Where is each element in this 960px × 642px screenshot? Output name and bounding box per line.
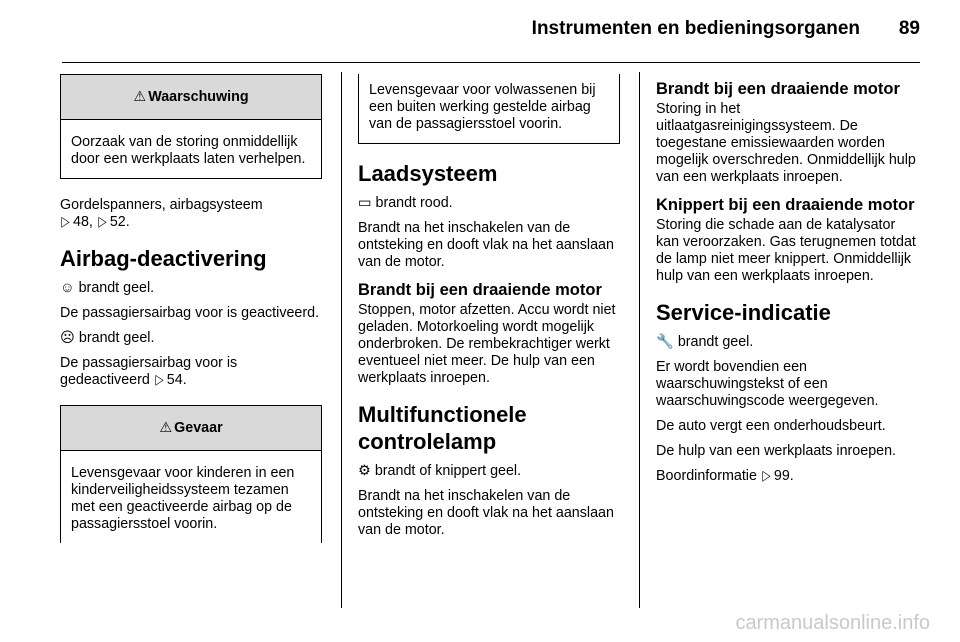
warning-box-title: Waarschuwing <box>148 89 249 105</box>
column-divider-1 <box>341 72 342 608</box>
airbag-off-text: brandt geel. <box>78 330 155 346</box>
column-divider-2 <box>639 72 640 608</box>
engine-icon: ⚙ <box>358 463 371 479</box>
page-number: 89 <box>898 18 920 39</box>
airbag-on-icon: ☺ <box>60 280 75 296</box>
warning-box-header <box>61 75 321 120</box>
danger-box-text: Levensgevaar voor kinderen in een kinderveiligheidssysteem tezamen met een geactiveerde airbag op de passagiersstoel voorin. <box>71 465 295 532</box>
service-description-3: De hulp van een werkplaats inroepen. <box>656 443 897 459</box>
warning-box-text: Oorzaak van de storing onmiddellijk door een werkplaats laten verhelpen. <box>71 134 306 167</box>
column-3 <box>656 74 918 493</box>
ref-page-2: 52. <box>109 214 130 230</box>
running-engine-description: Stoppen, motor afzetten. Accu wordt niet geladen. Motorkoeling wordt mogelijk onderbroken. De rembekrachtiger werkt eventueel niet meer. De hulp van een werkplaats inroepen. <box>358 302 616 386</box>
subheading-running-engine-2: Brandt bij een draaiende motor <box>656 80 900 98</box>
subheading-running-engine: Brandt bij een draaiende motor <box>358 281 602 299</box>
engine-lamp-text: brandt of knippert geel. <box>374 463 522 479</box>
battery-icon: ▭ <box>358 195 372 211</box>
section-heading-mil: Multifunctionele controlelamp <box>358 402 527 454</box>
airbag-off-ref-page: 54. <box>166 372 187 388</box>
exhaust-fault-description: Storing in het uitlaatgasreinigingssysteem. De toegestane emissiewaarden worden mogelijk overschreden. Onmiddellijk hulp van een werkplaats inroepen. <box>656 101 916 185</box>
service-description-1: Er wordt bovendien een waarschuwingstekst of een waarschuwingscode weergegeven. <box>656 359 879 409</box>
airbag-off-icon: ☹ <box>60 330 75 346</box>
header-rule <box>62 62 920 63</box>
subheading-flashing-engine: Knippert bij een draaiende motor <box>656 196 915 214</box>
service-description-2: De auto vergt een onderhoudsbeurt. <box>656 418 886 434</box>
watermark: carmanualsonline.info <box>735 612 930 634</box>
section-heading-service: Service-indicatie <box>656 300 831 325</box>
danger-box-header <box>61 406 321 451</box>
airbag-on-description: De passagiersairbag voor is geactiveerd. <box>60 305 320 321</box>
onboard-info-page: 99. <box>773 468 794 484</box>
battery-line <box>358 195 620 212</box>
catalyst-fault-description: Storing die schade aan de katalysator kan veroorzaken. Gas terugnemen totdat de lamp niet meer knippert. Onmiddellijk hulp van een werkplaats inroepen. <box>656 217 916 284</box>
page-ref-arrow-icon: ▷ <box>61 214 70 230</box>
airbag-on-line <box>60 280 322 297</box>
page-ref-arrow-icon: ▷ <box>98 214 107 230</box>
danger-box-continued: Levensgevaar voor volwassenen bij een buiten werking gestelde airbag van de passagiersstoel voorin. <box>358 74 620 144</box>
section-heading-airbag: Airbag-deactivering <box>60 246 267 271</box>
onboard-info-ref <box>656 468 918 485</box>
airbag-off-description <box>60 355 322 389</box>
section-heading-laadsysteem: Laadsysteem <box>358 161 498 186</box>
engine-lamp-description: Brandt na het inschakelen van de ontsteking en dooft vlak na het aanslaan van de motor. <box>358 488 614 538</box>
battery-text: brandt rood. <box>375 195 453 211</box>
airbag-off-desc-text: De passagiersairbag voor is gedeactiveerd <box>60 355 238 388</box>
warning-triangle-icon: ⚠ <box>133 89 147 105</box>
ref-page-1: 48, <box>73 214 97 230</box>
column-1 <box>60 74 322 543</box>
ref-text: Gordelspanners, airbagsysteem <box>60 197 263 213</box>
cross-reference <box>60 197 322 231</box>
onboard-info-text: Boordinformatie <box>656 468 761 484</box>
airbag-on-text: brandt geel. <box>78 280 155 296</box>
airbag-off-line <box>60 330 322 347</box>
service-text: brandt geel. <box>677 334 754 350</box>
warning-triangle-icon: ⚠ <box>159 420 173 436</box>
wrench-icon: 🔧 <box>656 334 674 350</box>
danger-box-title: Gevaar <box>174 420 223 436</box>
service-line <box>656 334 918 351</box>
column-2 <box>358 74 620 547</box>
page-ref-arrow-icon: ▷ <box>155 372 164 388</box>
battery-description: Brandt na het inschakelen van de ontsteking en dooft vlak na het aanslaan van de motor. <box>358 220 614 270</box>
danger-box <box>60 405 322 543</box>
page-ref-arrow-icon: ▷ <box>762 468 771 484</box>
engine-lamp-line <box>358 463 620 480</box>
page-header-title: Instrumenten en bedieningsorganen <box>531 18 860 39</box>
warning-box <box>60 74 322 179</box>
